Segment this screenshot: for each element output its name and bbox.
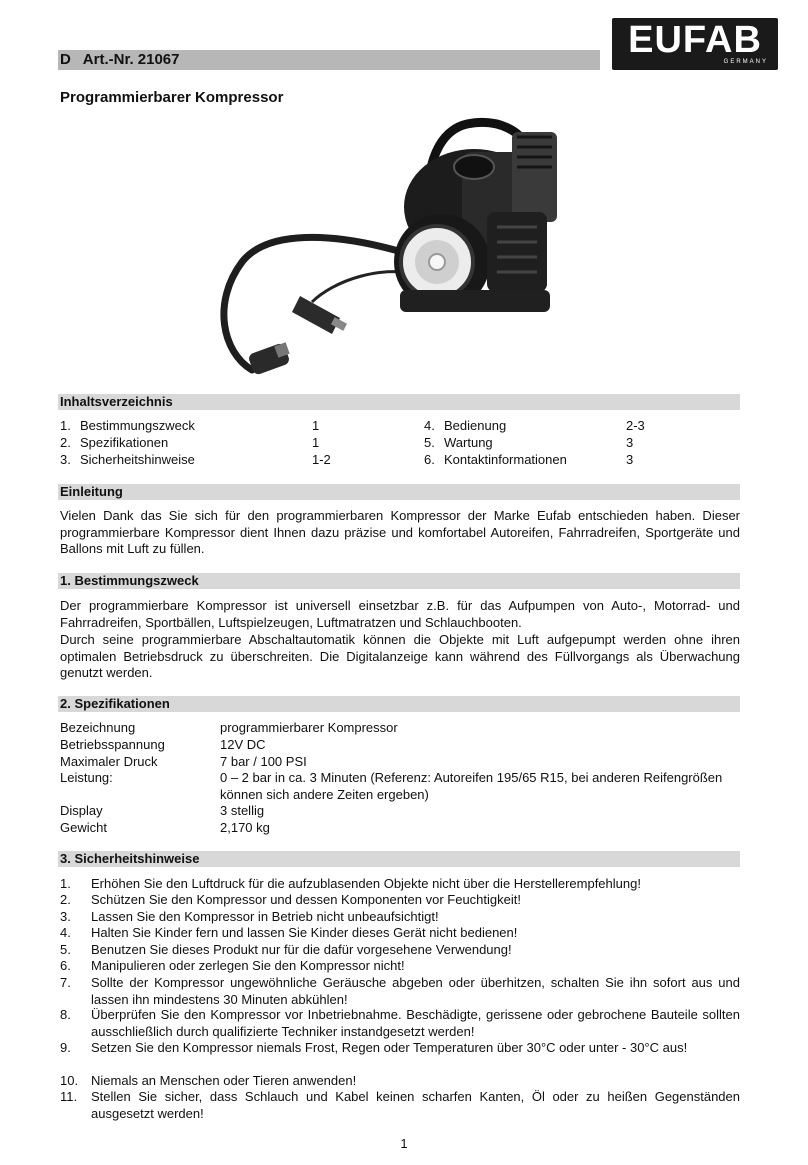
safety-text: Erhöhen Sie den Luftdruck für die aufzublasenden Objekte nicht über die Herstellerempfehlung! <box>91 876 641 891</box>
safety-text: Lassen Sie den Kompressor in Betrieb nicht unbeaufsichtigt! <box>91 909 439 924</box>
safety-text: Schützen Sie den Kompressor und dessen Komponenten vor Feuchtigkeit! <box>91 892 521 907</box>
specs-heading: 2. Spezifikationen <box>58 696 740 712</box>
intro-heading: Einleitung <box>58 484 740 500</box>
safety-number: 7. <box>60 975 71 990</box>
compressor-image <box>212 112 582 384</box>
safety-text: Sollte der Kompressor ungewöhnliche Geräusche abgeben oder überhitzen, schalten Sie ihn sofort aus und lassen ihn mindestens 30 Minuten abkühlen! <box>91 975 740 1007</box>
toc-page: 3 <box>626 435 634 450</box>
intro-text: Vielen Dank das Sie sich für den programmierbaren Kompressor der Marke Eufab entschieden haben. Dieser programmierbare Kompressor dient Ihnen dazu präzise und komfortabel Autoreifen, Fahrradreifen, Sportgeräte und Ballons mit Luft zu füllen. <box>60 508 740 556</box>
toc-num: 5. <box>424 435 435 450</box>
spec-value: programmierbarer Kompressor <box>220 720 398 735</box>
safety-number: 10. <box>60 1073 79 1088</box>
toc-num: 4. <box>424 418 435 433</box>
spec-value: 3 stellig <box>220 803 265 818</box>
safety-text: Niemals an Menschen oder Tieren anwenden! <box>91 1073 357 1088</box>
page-number: 1 <box>400 1136 408 1151</box>
toc-page: 3 <box>626 452 634 467</box>
toc-num: 2. <box>60 435 71 450</box>
toc-num: 3. <box>60 452 71 467</box>
toc-label: Bedienung <box>444 418 507 433</box>
spec-label: Betriebsspannung <box>60 737 165 752</box>
toc-label: Bestimmungszweck <box>80 418 195 433</box>
safety-text: Stellen Sie sicher, dass Schlauch und Kabel keinen scharfen Kanten, Öl oder zu heißen Gegenständen ausgesetzt werden! <box>91 1089 740 1121</box>
spec-label: Bezeichnung <box>60 720 136 735</box>
toc-page: 2-3 <box>626 418 645 433</box>
toc-label: Spezifikationen <box>80 435 169 450</box>
toc-label: Sicherheitshinweise <box>80 452 195 467</box>
safety-number: 4. <box>60 925 71 940</box>
spec-label: Display <box>60 803 103 818</box>
toc-label: Wartung <box>444 435 493 450</box>
safety-text: Manipulieren oder zerlegen Sie den Kompressor nicht! <box>91 958 405 973</box>
eufab-logo <box>612 18 778 70</box>
safety-number: 8. <box>60 1007 71 1022</box>
toc-num: 6. <box>424 452 435 467</box>
toc-label: Kontaktinformationen <box>444 452 567 467</box>
toc-page: 1-2 <box>312 452 331 467</box>
safety-text: Benutzen Sie dieses Produkt nur für die dafür vorgesehene Verwendung! <box>91 942 512 957</box>
purpose-paragraph-1: Der programmierbare Kompressor ist universell einsetzbar z.B. für das Aufpumpen von Auto-, Motorrad- und Fahrradreifen, Sportbällen, Luftspielzeugen, Luftmatratzen und Schlauchbooten. <box>60 598 740 630</box>
safety-number: 2. <box>60 892 71 907</box>
safety-number: 3. <box>60 909 71 924</box>
safety-number: 5. <box>60 942 71 957</box>
safety-heading: 3. Sicherheitshinweise <box>58 851 740 867</box>
safety-text: Setzen Sie den Kompressor niemals Frost, Regen oder Temperaturen über 30°C oder unter - 30°C aus! <box>91 1040 688 1055</box>
article-number-bar <box>58 50 600 70</box>
spec-value: 0 – 2 bar in ca. 3 Minuten (Referenz: Autoreifen 195/65 R15, bei anderen Reifengrößen können sich andere Zeiten ergeben) <box>220 770 723 802</box>
safety-number: 1. <box>60 876 71 891</box>
spec-value: 7 bar / 100 PSI <box>220 754 307 769</box>
page-title: Programmierbarer Kompressor <box>60 89 284 106</box>
safety-text: Halten Sie Kinder fern und lassen Sie Kinder dieses Gerät nicht bedienen! <box>91 925 518 940</box>
logo-text: EUFAB <box>628 19 762 61</box>
toc-page: 1 <box>312 418 320 433</box>
safety-text: Überprüfen Sie den Kompressor vor Inbetriebnahme. Beschädigte, gerissene oder gebrochene Bauteile sollten ausschließlich durch qualifizierte Techniker instandgesetzt werden! <box>91 1007 740 1039</box>
article-number: D Art.-Nr. 21067 <box>60 51 180 68</box>
safety-number: 9. <box>60 1040 71 1055</box>
logo-subtext: GERMANY <box>723 59 768 65</box>
toc-num: 1. <box>60 418 71 433</box>
spec-value: 2,170 kg <box>220 820 270 835</box>
spec-label: Gewicht <box>60 820 107 835</box>
purpose-paragraph-2: Durch seine programmierbare Abschaltautomatik können die Objekte mit Luft aufgepumpt werden ohne ihren optimalen Betriebsdruck zu überschreiten. Die Digitalanzeige kann während des Füllvorgangs als Überwachung genutzt werden. <box>60 632 740 680</box>
safety-number: 11. <box>60 1089 78 1104</box>
purpose-heading: 1. Bestimmungszweck <box>58 573 740 589</box>
safety-number: 6. <box>60 958 71 973</box>
spec-label: Leistung: <box>60 770 113 785</box>
toc-page: 1 <box>312 435 320 450</box>
spec-value: 12V DC <box>220 737 266 752</box>
spec-label: Maximaler Druck <box>60 754 158 769</box>
toc-heading: Inhaltsverzeichnis <box>58 394 740 410</box>
